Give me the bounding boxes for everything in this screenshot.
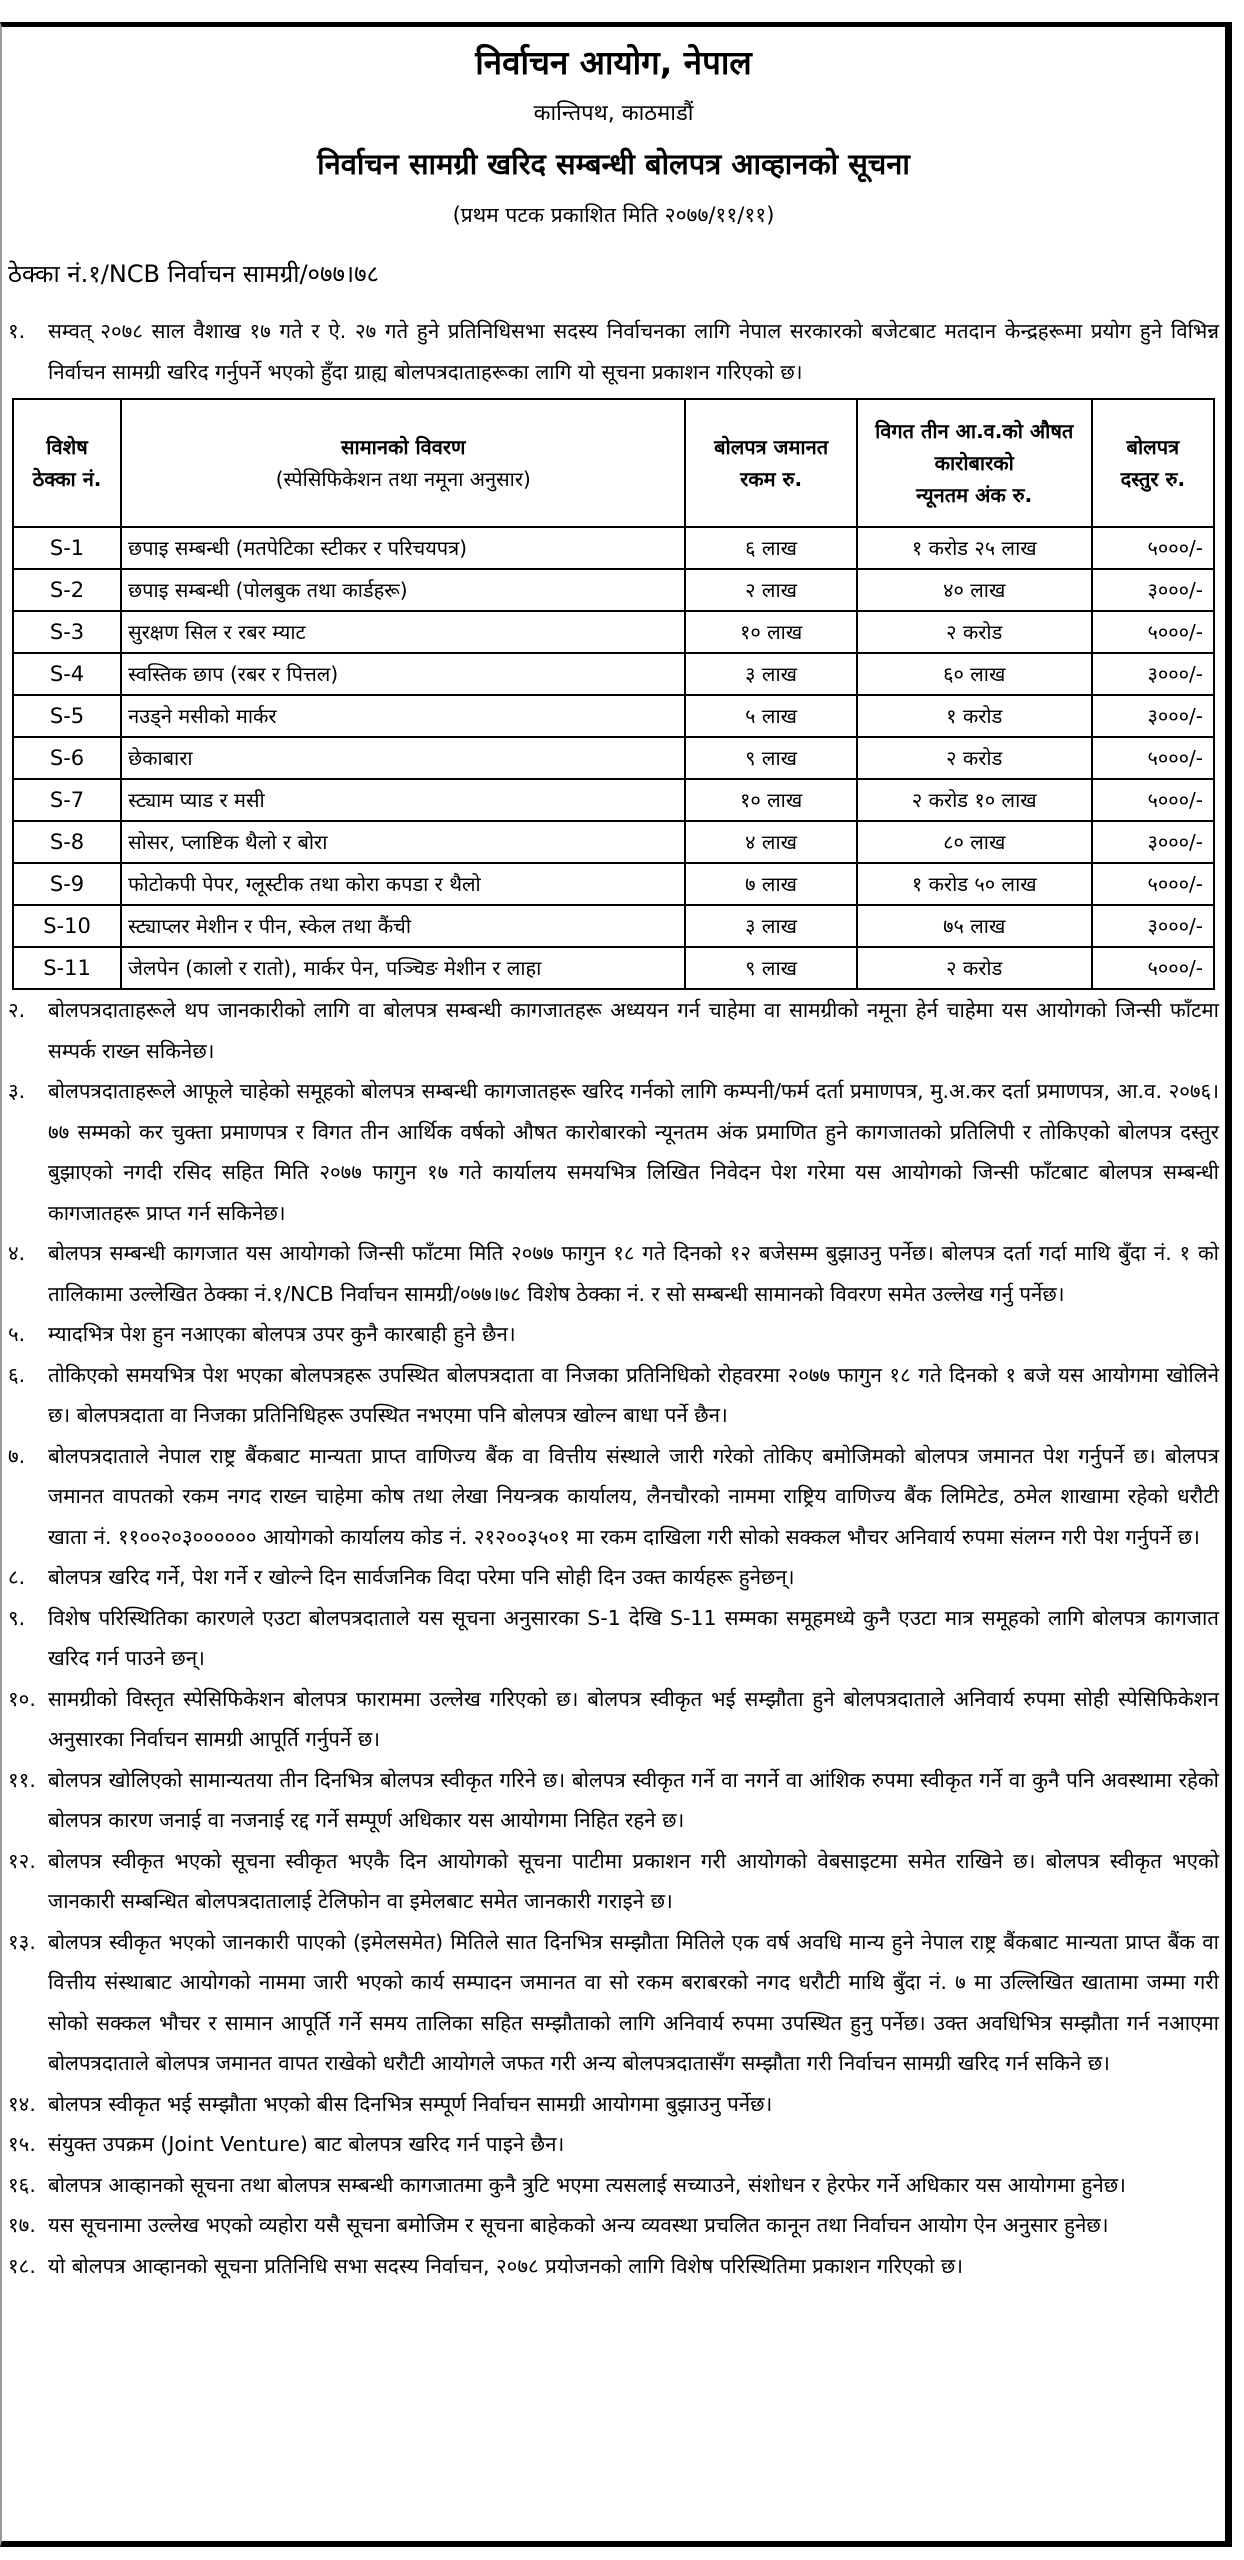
paragraph-number: ९. [8,1605,26,1630]
cell-bid-security: ३ लाख [685,653,856,695]
cell-contract-no: S-5 [13,695,121,737]
cell-avg-turnover: ७५ लाख [857,905,1092,947]
notice-frame [0,22,1232,2547]
cell-avg-turnover: २ करोड [857,611,1092,653]
column-header-avg-turnover: विगत तीन आ.व.को औषत कारोबारको न्यूनतम अंक रु. [857,399,1092,527]
cell-bid-security: १० लाख [685,611,856,653]
cell-contract-no: S-2 [13,569,121,611]
column-header-fee: बोलपत्र दस्तुर रु. [1092,399,1214,527]
paragraph-text: बोलपत्र सम्बन्धी कागजात यस आयोगको जिन्सी फाँटमा मिति २०७७ फागुन १८ गते दिनको १२ बजेसम्म बुझाउनु पर्नेछ। बोलपत्र दर्ता गर्दा माथि बुँदा नं. १ को तालिकामा उल्लेखित ठेक्का नं.१/NCB निर्वाचन सामग्री/०७७।७८ विशेष ठेक्का नं. र सो सम्बन्धी सामानको विवरण समेत उल्लेख गर्नु पर्नेछ। [48,1241,1219,1306]
cell-fee: ५०००/- [1092,737,1214,779]
paragraph-number: १६. [8,2172,36,2197]
cell-contract-no: S-3 [13,611,121,653]
cell-avg-turnover: १ करोड २५ लाख [857,527,1092,569]
table-row [13,527,1214,569]
table-row [13,611,1214,653]
paragraph-number: १७. [8,2213,36,2237]
table-row [13,569,1214,611]
paragraph-text: बोलपत्रदाताहरूले थप जानकारीको लागि वा बोलपत्र सम्बन्धी कागजातहरू अध्ययन गर्न चाहेमा वा सामग्रीको नमूना हेर्न चाहेमा यस आयोगको जिन्सी फाँटमा सम्पर्क राख्न सकिनेछ। [48,998,1219,1063]
cell-description: जेलपेन (कालो र रातो), मार्कर पेन, पञ्चिङ मेशीन र लाहा [121,947,685,989]
paragraph-1 [2,311,1225,392]
cell-bid-security: ९ लाख [685,947,856,989]
table-row [13,737,1214,779]
table-row [13,695,1214,737]
paragraph-text: बोलपत्र खरिद गर्ने, पेश गर्ने र खोल्ने दिन सार्वजनिक विदा परेमा पनि सोही दिन उक्त कार्यहरू हुनेछन्। [48,1565,795,1589]
cell-fee: ३०००/- [1092,695,1214,737]
paragraph-text: बोलपत्र स्वीकृत भई सम्झौता भएको बीस दिनभित्र सम्पूर्ण निर्वाचन सामग्री आयोगमा बुझाउनु पर्नेछ। [48,2091,773,2116]
cell-contract-no: S-9 [13,863,121,905]
paragraph-number: ३. [8,1079,26,1103]
cell-description: स्वस्तिक छाप (रबर र पित्तल) [121,653,685,695]
paragraph-list [2,990,1225,2286]
contracts-table [12,398,1215,990]
paragraph-text: बोलपत्र खोलिएको सामान्यतया तीन दिनभित्र बोलपत्र स्वीकृत गरिने छ। बोलपत्र स्वीकृत गर्ने वा नगर्ने वा आंशिक रुपमा स्वीकृत गर्ने वा कुनै पनि अवस्थामा रहेको बोलपत्र कारण जनाई वा नजनाई रद्द गर्ने सम्पूर्ण अधिकार यस आयोगमा निहित रहने छ। [48,1767,1219,1832]
cell-fee: ३०००/- [1092,821,1214,863]
notice-title: निर्वाचन सामग्री खरिद सम्बन्धी बोलपत्र आव्हानको सूचना [317,147,910,181]
cell-contract-no: S-1 [13,527,121,569]
paragraph-text: सम्वत् २०७८ साल वैशाख १७ गते र ऐ. २७ गते हुने प्रतिनिधिसभा सदस्य निर्वाचनका लागि नेपाल सरकारको बजेटबाट मतदान केन्द्रहरूमा प्रयोग हुने विभिन्न निर्वाचन सामग्री खरिद गर्नुपर्ने भएको हुँदा ग्राह्य बोलपत्रदाताहरूका लागि यो सूचना प्रकाशन गरिएको छ। [48,319,1219,384]
cell-contract-no: S-8 [13,821,121,863]
paragraph-text: सामग्रीको विस्तृत स्पेसिफिकेशन बोलपत्र फाराममा उल्लेख गरिएको छ। बोलपत्र स्वीकृत भई सम्झौता हुने बोलपत्रदाताले अनिवार्य रुपमा सोही स्पेसिफिकेशन अनुसारका निर्वाचन सामग्री आपूर्ति गर्नुपर्ने छ। [48,1686,1219,1751]
table-row [13,653,1214,695]
paragraph-17 [2,2205,1225,2246]
cell-description: छेकाबारा [121,737,685,779]
paragraph-text: बोलपत्र आव्हानको सूचना तथा बोलपत्र सम्बन्धी कागजातमा कुनै त्रुटि भएमा त्यसलाई सच्याउने, संशोधन र हेरफेर गर्ने अधिकार यस आयोगमा हुनेछ। [48,2172,1126,2197]
cell-avg-turnover: १ करोड ५० लाख [857,863,1092,905]
table-row [13,905,1214,947]
publish-date-note: (प्रथम पटक प्रकाशित मिति २०७७/११/११) [452,203,775,227]
cell-bid-security: १० लाख [685,779,856,821]
organization-address: कान्तिपथ, काठमाडौं [533,101,694,126]
cell-avg-turnover: ८० लाख [857,821,1092,863]
paragraph-number: १३. [8,1929,36,1954]
cell-bid-security: ७ लाख [685,863,856,905]
paragraph-16 [2,2165,1225,2206]
paragraph-number: ६. [8,1362,26,1387]
paragraph-8 [2,1557,1225,1598]
cell-fee: ५०००/- [1092,527,1214,569]
paragraph-text: म्यादभित्र पेश हुन नआएका बोलपत्र उपर कुनै कारबाही हुने छैन। [48,1322,516,1346]
cell-bid-security: ५ लाख [685,695,856,737]
cell-bid-security: २ लाख [685,569,856,611]
cell-contract-no: S-4 [13,653,121,695]
cell-avg-turnover: ४० लाख [857,569,1092,611]
paragraph-6 [2,1355,1225,1436]
cell-fee: ३०००/- [1092,905,1214,947]
cell-description: सोसर, प्लाष्टिक थैलो र बोरा [121,821,685,863]
paragraph-number: १४. [8,2091,36,2116]
paragraph-text: बोलपत्रदाताले नेपाल राष्ट्र बैंकबाट मान्यता प्राप्त वाणिज्य बैंक वा वित्तीय संस्थाले जारी गरेको तोकिए बमोजिमको बोलपत्र जमानत पेश गर्नुपर्ने छ। बोलपत्र जमानत वापतको रकम नगद राख्न चाहेमा कोष तथा लेखा नियन्त्रक कार्यालय, लैनचौरको नाममा राष्ट्रिय वाणिज्य बैंक लिमिटेड, ठमेल शाखामा रहेको धरौटी खाता नं. ११००२०३०००००० आयोगको कार्यालय कोड नं. २१२००३५०१ मा रकम दाखिला गरी सोको सक्कल भौचर अनिवार्य रुपमा संलग्न गरी पेश गर्नुपर्ने छ। [48,1443,1219,1549]
column-header-contract-no: विशेष ठेक्का नं. [13,399,121,527]
cell-avg-turnover: २ करोड [857,947,1092,989]
organization-name: निर्वाचन आयोग, नेपाल [475,43,752,82]
paragraph-text: बोलपत्रदाताहरूले आफूले चाहेको समूहको बोलपत्र सम्बन्धी कागजातहरू खरिद गर्नको लागि कम्पनी/फर्म दर्ता प्रमाणपत्र, मु.अ.कर दर्ता प्रमाणपत्र, आ.व. २०७६।७७ सम्मको कर चुक्ता प्रमाणपत्र र विगत तीन आर्थिक वर्षको औषत कारोबारको न्यूनतम अंक प्रमाणित हुने कागजातको प्रतिलिपी र तोकिएको बोलपत्र दस्तुर बुझाएको नगदी रसिद सहित मिति २०७७ फागुन १७ गते कार्यालय समयभित्र लिखित निवेदन पेश गरेमा यस आयोगको जिन्सी फाँटबाट बोलपत्र सम्बन्धी कागजातहरू प्राप्त गर्न सकिनेछ। [48,1079,1219,1225]
cell-fee: ५०००/- [1092,611,1214,653]
cell-contract-no: S-11 [13,947,121,989]
cell-avg-turnover: २ करोड [857,737,1092,779]
contracts-table-wrapper [12,398,1215,990]
contract-number: ठेक्का नं.१/NCB निर्वाचन सामग्री/०७७।७८ [8,260,380,288]
cell-fee: ३०००/- [1092,569,1214,611]
cell-fee: ३०००/- [1092,653,1214,695]
paragraph-text: बोलपत्र स्वीकृत भएको सूचना स्वीकृत भएकै दिन आयोगको सूचना पाटीमा प्रकाशन गरी आयोगको वेबसाइटमा समेत राखिने छ। बोलपत्र स्वीकृत भएको जानकारी सम्बन्धित बोलपत्रदातालाई टेलिफोन वा इमेलबाट समेत जानकारी गराइने छ। [48,1848,1219,1913]
cell-description: नउड्ने मसीको मार्कर [121,695,685,737]
cell-bid-security: ४ लाख [685,821,856,863]
cell-fee: ५०००/- [1092,779,1214,821]
cell-description: स्ट्याप्लर मेशीन र पीन, स्केल तथा कैंची [121,905,685,947]
cell-avg-turnover: २ करोड १० लाख [857,779,1092,821]
table-row [13,863,1214,905]
paragraph-number: ११. [8,1767,36,1792]
paragraph-18 [2,2246,1225,2287]
cell-contract-no: S-6 [13,737,121,779]
paragraph-13 [2,1922,1225,2084]
cell-description: छपाइ सम्बन्धी (पोलबुक तथा कार्डहरू) [121,569,685,611]
paragraph-number: ८. [8,1565,26,1589]
column-header-bid-security: बोलपत्र जमानत रकम रु. [685,399,856,527]
notice-header [2,37,1225,233]
paragraph-7 [2,1436,1225,1558]
cell-description: फोटोकपी पेपर, ग्लूस्टीक तथा कोरा कपडा र थैलो [121,863,685,905]
paragraph-text: विशेष परिस्थितिका कारणले एउटा बोलपत्रदाताले यस सूचना अनुसारका S-1 देखि S-11 सम्मका समूहमध्ये कुनै एउटा मात्र समूहको लागि बोलपत्र कागजात खरिद गर्न पाउने छन्। [48,1605,1219,1670]
paragraph-number: १०. [8,1686,36,1711]
cell-avg-turnover: १ करोड [857,695,1092,737]
paragraph-text: बोलपत्र स्वीकृत भएको जानकारी पाएको (इमेलसमेत) मितिले सात दिनभित्र सम्झौता मितिले एक वर्ष अवधि मान्य हुने नेपाल राष्ट्र बैंकबाट मान्यता प्राप्त बैंक वा वित्तीय संस्थाबाट आयोगको नाममा जारी भएको कार्य सम्पादन जमानत वा सो रकम बराबरको नगद धरौटी माथि बुँदा नं. ७ मा उल्लिखित खातामा जम्मा गरी सोको सक्कल भौचर र सामान आपूर्ति गर्ने समय तालिका सहित सम्झौताको लागि अनिवार्य रुपमा उपस्थित हुनु पर्नेछ। उक्त अवधिभित्र सम्झौता गर्न नआएमा बोलपत्रदाताले बोलपत्र जमानत वापत राखेको धरौटी आयोगले जफत गरी अन्य बोलपत्रदातासँग सम्झौता गरी निर्वाचन सामग्री खरिद गर्न सकिने छ। [48,1929,1219,2075]
paragraph-text: तोकिएको समयभित्र पेश भएका बोलपत्रहरू उपस्थित बोलपत्रदाता वा निजका प्रतिनिधिको रोहवरमा २०७७ फागुन १८ गते दिनको १ बजे यस आयोगमा खोलिने छ। बोलपत्रदाता वा निजका प्रतिनिधिहरू उपस्थित नभएमा पनि बोलपत्र खोल्न बाधा पर्ने छैन। [48,1362,1219,1427]
paragraph-2 [2,990,1225,1071]
paragraph-number: १५. [8,2132,36,2156]
paragraph-number: २. [8,998,26,1022]
cell-avg-turnover: ६० लाख [857,653,1092,695]
cell-description: सुरक्षण सिल र रबर म्याट [121,611,685,653]
paragraph-number: ४. [8,1241,26,1265]
cell-description: स्ट्याम प्याड र मसी [121,779,685,821]
paragraph-14 [2,2084,1225,2125]
cell-bid-security: ९ लाख [685,737,856,779]
paragraph-text: यो बोलपत्र आव्हानको सूचना प्रतिनिधि सभा सदस्य निर्वाचन, २०७८ प्रयोजनको लागि विशेष परिस्थितिमा प्रकाशन गरिएको छ। [48,2253,964,2278]
cell-contract-no: S-10 [13,905,121,947]
paragraph-3 [2,1071,1225,1233]
paragraph-15 [2,2124,1225,2165]
paragraph-11 [2,1760,1225,1841]
cell-bid-security: ६ लाख [685,527,856,569]
table-row [13,779,1214,821]
paragraph-number: १. [8,319,26,343]
paragraph-9 [2,1598,1225,1679]
column-header-description: सामानको विवरण (स्पेसिफिकेशन तथा नमूना अनुसार) [121,399,685,527]
paragraph-number: १२. [8,1848,36,1873]
paragraph-10 [2,1679,1225,1760]
cell-contract-no: S-7 [13,779,121,821]
cell-fee: ५०००/- [1092,863,1214,905]
table-row [13,821,1214,863]
table-body [13,527,1214,989]
paragraph-number: १८. [8,2253,36,2278]
cell-description: छपाइ सम्बन्धी (मतपेटिका स्टीकर र परिचयपत्र) [121,527,685,569]
paragraph-text: यस सूचनामा उल्लेख भएको व्यहोरा यसै सूचना बमोजिम र सूचना बाहेकको अन्य व्यवस्था प्रचलित कानून तथा निर्वाचन आयोग ऐन अनुसार हुनेछ। [48,2213,1109,2237]
paragraph-12 [2,1841,1225,1922]
table-row [13,947,1214,989]
paragraph-number: ७. [8,1443,26,1468]
paragraph-4 [2,1233,1225,1314]
paragraph-5 [2,1314,1225,1355]
table-header-row [13,399,1214,527]
cell-fee: ५०००/- [1092,947,1214,989]
paragraph-text: संयुक्त उपक्रम (Joint Venture) बाट बोलपत्र खरिद गर्न पाइने छैन। [48,2132,565,2156]
cell-bid-security: ३ लाख [685,905,856,947]
paragraph-number: ५. [8,1322,26,1346]
